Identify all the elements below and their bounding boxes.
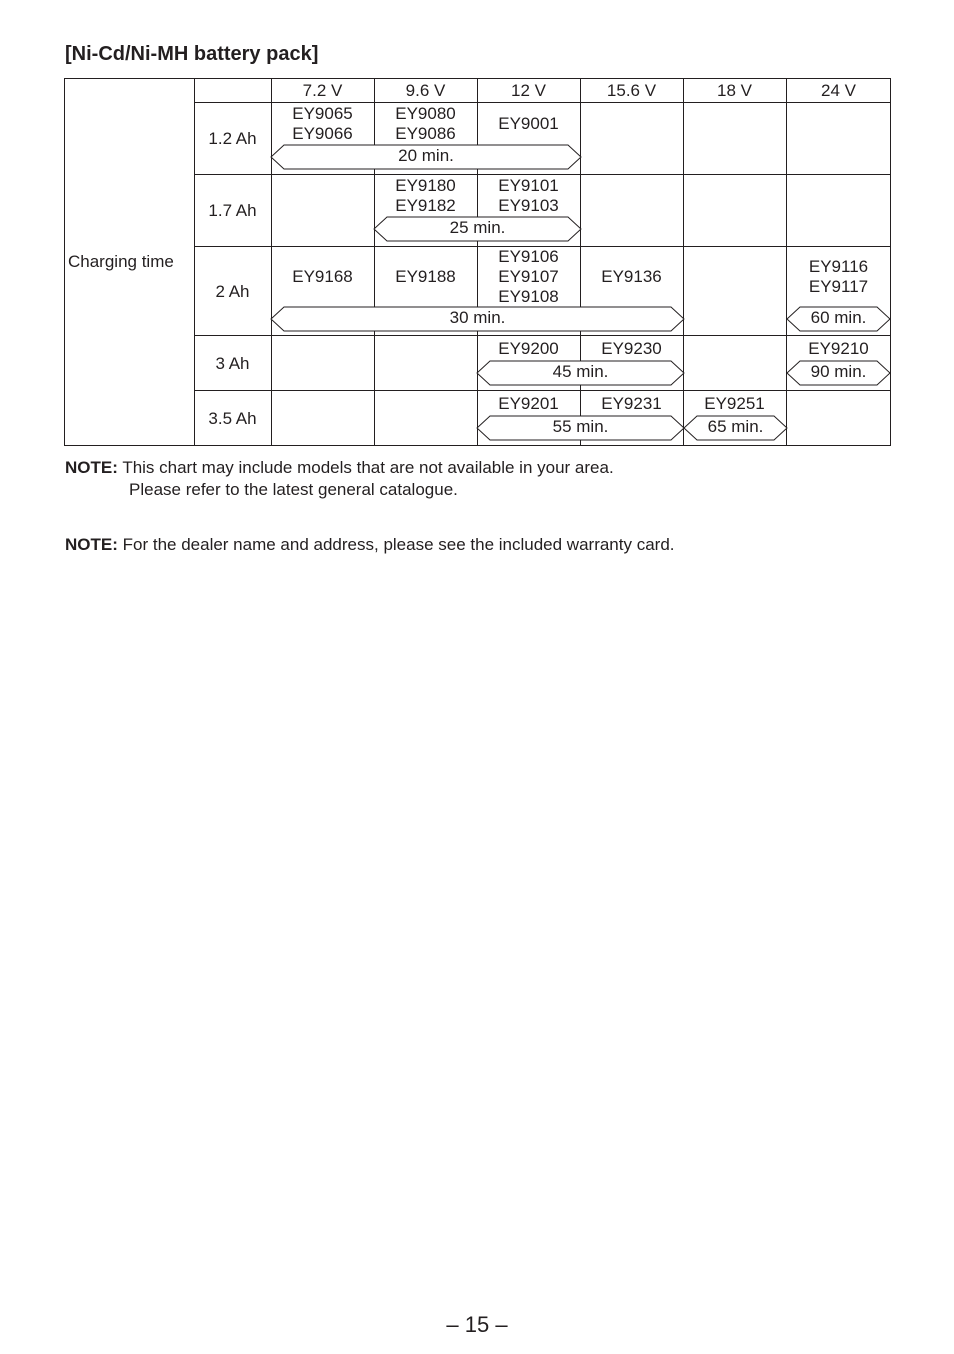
col-header-7-2v: 7.2 V [302, 81, 343, 100]
row-label-charging-time: Charging time [68, 252, 174, 271]
note-availability [65, 457, 614, 479]
row-header-3-5ah: 3.5 Ah [208, 408, 257, 428]
model-number: EY9107 [498, 267, 559, 286]
charging-time-table [64, 78, 891, 446]
note-text: This chart may include models that are not available in your area. [122, 458, 614, 477]
note-dealer [65, 534, 675, 556]
model-number: EY9001 [498, 114, 559, 133]
row-header-1-2ah: 1.2 Ah [208, 129, 257, 148]
model-cell [374, 104, 477, 144]
time-label-55min: 55 min. [552, 417, 609, 436]
model-cell [374, 176, 477, 216]
model-number: EY9108 [498, 287, 559, 306]
model-number: EY9210 [808, 338, 869, 358]
model-number: EY9230 [601, 338, 662, 358]
model-number: EY9106 [498, 247, 559, 266]
model-number: EY9136 [601, 267, 662, 286]
model-cell [477, 392, 580, 415]
note-label: NOTE: [65, 535, 118, 554]
model-cell [580, 392, 683, 415]
model-cell [786, 337, 891, 360]
col-header-9-6v: 9.6 V [405, 81, 446, 100]
col-header-24v: 24 V [821, 81, 856, 100]
note-label: NOTE: [65, 458, 118, 477]
model-cell [374, 247, 477, 307]
time-label-65min: 65 min. [707, 417, 764, 436]
col-header-18v: 18 V [717, 81, 752, 100]
model-number: EY9251 [704, 393, 765, 413]
model-number: EY9116 [808, 257, 869, 276]
model-number: EY9103 [498, 196, 559, 215]
model-number: EY9168 [292, 267, 353, 286]
time-label-60min: 60 min. [810, 308, 867, 327]
model-cell [271, 247, 374, 307]
model-number: EY9180 [395, 176, 456, 195]
model-cell [683, 392, 786, 415]
model-cell [580, 247, 683, 307]
model-number: EY9201 [498, 393, 559, 413]
model-cell [477, 104, 580, 144]
time-label-30min: 30 min. [449, 308, 506, 327]
model-cell [477, 176, 580, 216]
col-header-12v: 12 V [511, 81, 546, 100]
time-label-90min: 90 min. [810, 362, 867, 381]
model-cell [580, 337, 683, 360]
row-header-3ah: 3 Ah [215, 353, 250, 373]
model-number: EY9101 [498, 176, 559, 195]
note-text: For the dealer name and address, please see the included warranty card. [122, 535, 675, 554]
model-cell [477, 337, 580, 360]
model-number: EY9080 [395, 104, 456, 123]
model-number: EY9200 [498, 338, 559, 358]
model-number: EY9182 [395, 196, 456, 215]
row-header-1-7ah: 1.7 Ah [208, 201, 257, 220]
time-label-20min: 20 min. [398, 146, 454, 165]
model-number: EY9086 [395, 124, 456, 143]
model-cell [786, 247, 891, 307]
model-number: EY9065 [292, 104, 353, 123]
page-number: – 15 – [446, 1312, 508, 1337]
col-header-15-6v: 15.6 V [606, 81, 657, 100]
row-header-2ah: 2 Ah [215, 281, 250, 301]
model-number: EY9117 [808, 277, 869, 296]
time-label-45min: 45 min. [552, 362, 609, 381]
model-number: EY9231 [601, 393, 662, 413]
model-number: EY9188 [395, 267, 456, 286]
model-cell [477, 247, 580, 307]
note-catalogue: Please refer to the latest general catalogue. [129, 480, 458, 499]
model-cell [271, 104, 374, 144]
section-title: [Ni-Cd/Ni-MH battery pack] [65, 43, 319, 65]
time-label-25min: 25 min. [449, 218, 506, 237]
model-number: EY9066 [292, 124, 353, 143]
